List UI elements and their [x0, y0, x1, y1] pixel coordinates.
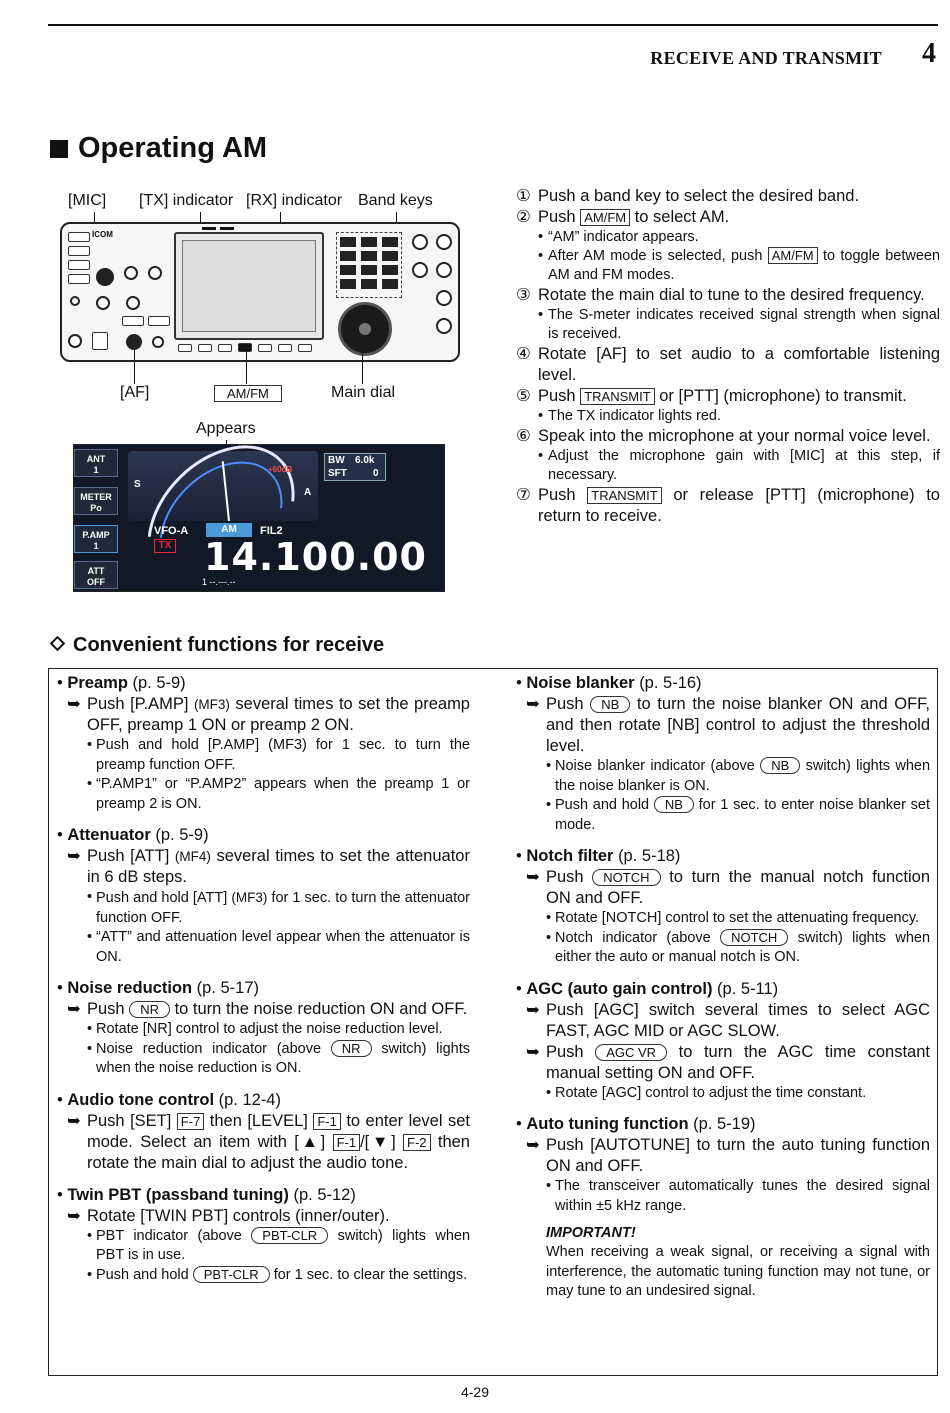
panel-knob [126, 296, 140, 310]
panel-knob [148, 266, 162, 280]
sub-text: “AM” indicator appears. [548, 229, 699, 245]
lcd-bw-label: BW [328, 455, 345, 466]
label-tx-indicator: [TX] indicator [139, 192, 234, 209]
step-text: or [PTT] (microphone) to transmit. [659, 387, 907, 405]
scale-plus60: +60dB [268, 465, 293, 474]
sub-text: The TX indicator lights red. [548, 408, 722, 424]
item-text: several times to set the attenuator in 6 dB steps. [87, 847, 470, 886]
step-number: ⑦ [516, 486, 531, 504]
mf-label: (MF4) [174, 849, 211, 864]
section-title-text: Operating AM [78, 132, 268, 164]
transceiver-front-panel [60, 222, 460, 362]
step-number: ② [516, 208, 531, 226]
item-title: Noise blanker [526, 674, 635, 692]
item-text: several times to set the preamp OFF, preamp 1 ON or preamp 2 ON. [87, 695, 470, 734]
nb-key: NB [654, 796, 694, 813]
sub-text: The S-meter indicates received signal strength when signal is received. [548, 307, 940, 342]
page-ref: (p. 5-12) [293, 1185, 356, 1204]
convenient-heading-text: Convenient functions for receive [73, 634, 385, 656]
callout-amfm [246, 344, 247, 384]
sub-text: Notch indicator (above [555, 929, 711, 946]
item-text: to turn the manual notch function ON and OFF. [546, 868, 930, 907]
item-title: Noise reduction [67, 979, 193, 997]
sub-text: switch) lights when either the auto or manual notch is ON. [555, 929, 931, 965]
item-text: to turn the noise blanker ON and OFF, and then rotate [NB] control to adjust the threshold level. [546, 695, 930, 755]
panel-button [122, 316, 144, 326]
label-amfm-key: AM/FM [214, 385, 282, 402]
twin-pbt-item: • Twin PBT (passband tuning) (p. 5-12) ➥ Rotate [TWIN PBT] controls (inner/outer). • PBT indicator (above PBT-CLR switch) lights when PBT is in use. • Push and hold PBT-CLR for 1 sec. to clear the settings. [57, 1185, 471, 1283]
sub-text: switch) lights when the noise blanker is ON. [555, 758, 931, 794]
item-text: Rotate [TWIN PBT] controls (inner/outer). [87, 1206, 390, 1225]
item-text: Push [87, 1000, 125, 1018]
lcd-filter: FIL2 [260, 525, 283, 537]
item-text: then rotate the main dial to adjust the audio tone. [87, 1132, 470, 1172]
sub-text: switch) lights when the noise reduction is ON. [96, 1040, 471, 1076]
panel-knob [124, 266, 138, 280]
tx-led [202, 227, 216, 230]
step-2 [516, 207, 940, 228]
s-meter [128, 451, 318, 521]
item-text: Push [P.AMP] [87, 695, 189, 713]
panel-button [218, 344, 232, 352]
transceiver-figure [56, 190, 466, 610]
item-title: Preamp [67, 674, 128, 692]
lcd-memo: 1 --.---.-- [202, 577, 236, 587]
scale-a: A [304, 487, 312, 498]
item-title: AGC (auto gain control) [526, 979, 713, 998]
sub-text: for 1 sec. to turn the attenuator function OFF. [96, 890, 470, 926]
sub-text: Rotate [NR] control to adjust the noise reduction level. [96, 1021, 443, 1037]
main-dial [338, 302, 392, 356]
item-text: to turn the AGC time constant manual setting ON and OFF. [546, 1042, 930, 1082]
diamond-icon [50, 636, 66, 652]
arrow-icon: ➥ [67, 1111, 81, 1130]
f2-key: F-2 [403, 1134, 431, 1151]
transmit-key: TRANSMIT [587, 487, 661, 504]
rx-led [220, 227, 234, 230]
lcd-pamp-label: P.AMP [82, 530, 110, 540]
panel-button [198, 344, 212, 352]
nb-key: NB [590, 696, 630, 713]
lcd-tx-indicator: TX [154, 539, 176, 553]
step-5-sub-1: • The TX indicator lights red. [516, 407, 940, 426]
arrow-icon: ➥ [67, 847, 81, 865]
sub-text: Push and hold [555, 797, 650, 813]
step-3-sub-1: • The S-meter indicates received signal strength when signal is received. [538, 307, 940, 342]
label-main-dial: Main dial [331, 384, 396, 401]
lcd-att-label: ATT [87, 566, 105, 576]
panel-knob [96, 296, 110, 310]
chapter-number: 4 [922, 38, 936, 69]
step-7 [516, 485, 940, 527]
lcd-bw-value: 6.0k [355, 455, 375, 466]
sub-text: Push and hold [96, 1266, 189, 1283]
sub-text: “ATT” and attenuation level appear when the attenuator is ON. [96, 929, 470, 965]
sub-text: Push and hold [ATT] [96, 890, 228, 906]
page-ref: (p. 5-18) [618, 847, 681, 865]
arrow-icon: ➥ [526, 1000, 540, 1019]
item-title: Twin PBT (passband tuning) [67, 1185, 289, 1204]
step-text: Push [538, 486, 576, 504]
panel-knob [70, 296, 80, 306]
step-6-sub-1: • Adjust the microphone gain with [MIC] at this step, if necessary. [538, 448, 940, 483]
radio-screen [174, 232, 324, 340]
step-number: ⑥ [516, 427, 531, 445]
sub-text: “P.AMP1” or “P.AMP2” appears when the preamp 1 or preamp 2 is ON. [96, 776, 470, 812]
pbt-clr-key: PBT-CLR [251, 1227, 328, 1244]
chapter-title: RECEIVE AND TRANSMIT [650, 48, 882, 68]
lcd-pamp-value: 1 [93, 541, 99, 551]
item-text: Push [546, 868, 584, 886]
phones-jack [68, 334, 82, 348]
item-text: Push [AGC] switch several times to select AGC FAST, AGC MID or AGC SLOW. [546, 1000, 930, 1040]
convenient-heading [50, 634, 384, 657]
panel-button [258, 344, 272, 352]
mic-knob [96, 268, 114, 286]
scale-s: S [134, 479, 141, 490]
square-bullet-icon [50, 140, 68, 158]
lcd-pamp-box [74, 525, 118, 553]
sub-text: After AM mode is selected, push [548, 248, 763, 264]
item-text: to enter level set mode. Select an item with [▲] [87, 1111, 470, 1151]
panel-knob [436, 262, 452, 278]
autotune-item: • Auto tuning function (p. 5-19) ➥ Push [AUTOTUNE] to turn the auto tuning function ON and OFF. • The transceiver automatically tunes the desired signal within ±5 kHz range. IMPORTANT! When receiving a weak signal, or receiving a signal with interference, the automatic tuning function may not tune, or may tune to an undesired signal. [516, 1114, 930, 1302]
item-text: to turn the noise reduction ON and OFF. [174, 1000, 468, 1018]
item-text: /[▼] [360, 1132, 396, 1151]
page-ref: (p. 5-16) [639, 674, 702, 692]
f1-key: F-1 [333, 1134, 361, 1151]
arrow-icon: ➥ [67, 1206, 81, 1225]
item-title: Notch filter [526, 847, 614, 865]
step-3 [516, 285, 940, 306]
page-ref: (p. 5-17) [196, 979, 260, 997]
nr-key: NR [331, 1040, 372, 1057]
attenuator-item: • Attenuator (p. 5-9) ➥ Push [ATT] (MF4) several times to set the attenuator in 6 dB steps. • Push and hold [ATT] (MF3) for 1 sec. to turn the attenuator function OFF. • “ATT” and attenuation level appear when the attenuator is ON. [57, 825, 470, 967]
panel-button [178, 344, 192, 352]
panel-knob [412, 262, 428, 278]
item-title: Attenuator [67, 826, 151, 844]
step-text: Speak into the microphone at your normal voice level. [538, 427, 931, 445]
step-text: Push [538, 208, 576, 226]
transmit-key: TRANSMIT [580, 388, 654, 405]
noise-blanker-item: • Noise blanker (p. 5-16) ➥ Push NB to turn the noise blanker ON and OFF, and then rotate [NB] control to adjust the threshold level. • Noise blanker indicator (above NB switch) lights when the noise blanker is ON. • Push and hold NB for 1 sec. to enter noise blanker set mode. [516, 674, 931, 833]
nr-key: NR [129, 1001, 170, 1018]
panel-knob [436, 234, 452, 250]
step-text: to select AM. [634, 208, 730, 226]
panel-knob [436, 318, 452, 334]
step-4 [516, 344, 940, 386]
notch-key: NOTCH [720, 929, 788, 946]
lcd-sft-value: 0 [373, 468, 379, 479]
panel-button [68, 274, 90, 284]
callout-af [134, 350, 135, 384]
panel-button [278, 344, 292, 352]
am-fm-key: AM/FM [768, 247, 818, 264]
item-text: Push [546, 1042, 584, 1061]
agc-item: • AGC (auto gain control) (p. 5-11) ➥ Push [AGC] switch several times to select AGC FAST, AGC MID or AGC SLOW. ➥ Push AGC VR to turn the AGC time constant manual setting ON and OFF. • Rotate [AGC] control to adjust the time constant. [516, 979, 930, 1104]
noise-reduction-item: • Noise reduction (p. 5-17) ➥ Push NR to turn the noise reduction ON and OFF. • Rotate [NR] control to adjust the noise reduction level. • Noise reduction indicator (above NR switch) lights when the noise reduction is ON. [57, 979, 471, 1076]
step-1 [516, 186, 940, 207]
label-band-keys: Band keys [358, 192, 433, 209]
important-heading: IMPORTANT! [546, 1225, 636, 1241]
right-column [516, 673, 930, 1313]
item-text: then [LEVEL] [209, 1111, 308, 1130]
f7-key: F-7 [177, 1113, 205, 1130]
audio-tone-item: • Audio tone control (p. 12-4) ➥ Push [SET] F-7 then [LEVEL] F-1 to enter level set mode. Select an item with [▲] F-1 /[▼] F-2 then rotate the main dial to adjust the audio tone. [57, 1090, 470, 1172]
item-text: Push [AUTOTUNE] to turn the auto tuning function ON and OFF. [546, 1136, 930, 1175]
panel-button [68, 246, 90, 256]
pbt-clr-key: PBT-CLR [193, 1266, 270, 1283]
lcd-ant-value: 1 [93, 465, 99, 475]
lcd-vfo: VFO-A [154, 525, 189, 537]
step-6 [516, 426, 940, 447]
panel-knob [412, 234, 428, 250]
lcd-att-value: OFF [87, 577, 105, 587]
label-af: [AF] [120, 384, 150, 401]
sub-text: Rotate [NOTCH] control to set the attenuating frequency. [555, 910, 920, 926]
arrow-icon: ➥ [526, 1136, 540, 1154]
step-text: or release [PTT] (microphone) to return to receive. [538, 486, 940, 525]
lcd-ant-label: ANT [86, 454, 106, 464]
bw-sft-box [324, 453, 386, 481]
lcd-ant-box [74, 449, 118, 477]
arrow-icon: ➥ [526, 695, 540, 713]
arrow-icon: ➥ [526, 1042, 540, 1061]
step-2-sub-2: • After AM mode is selected, push AM/FM to toggle between AM and FM modes. [538, 248, 941, 283]
panel-button [92, 332, 108, 350]
sub-text: Noise blanker indicator (above [555, 758, 755, 774]
nb-key: NB [760, 757, 800, 774]
item-text: Push [ATT] [87, 847, 170, 865]
lcd-meter-box [74, 487, 118, 515]
sub-text: for 1 sec. to clear the settings. [273, 1266, 468, 1283]
convenient-functions-box [48, 668, 938, 1376]
sub-text: to toggle between AM and FM modes. [548, 248, 941, 283]
sub-text: Adjust the microphone gain with [MIC] at this step, if necessary. [548, 448, 940, 483]
step-text: Push a band key to select the desired band. [538, 187, 860, 205]
lcd-display [73, 444, 445, 592]
mf-label: (MF3) [231, 890, 268, 905]
arrow-icon: ➥ [67, 1000, 81, 1018]
section-title [50, 132, 267, 165]
lcd-sft-label: SFT [328, 468, 347, 479]
sub-text: Push and hold [P.AMP] (MF3) for 1 sec. to turn the preamp function OFF. [96, 737, 470, 773]
step-number: ① [516, 187, 531, 205]
arrow-icon: ➥ [526, 868, 540, 886]
panel-knob [436, 290, 452, 306]
radio-logo: ICOM [92, 230, 113, 239]
notch-item: • Notch filter (p. 5-18) ➥ Push NOTCH to turn the manual notch function ON and OFF. • Rotate [NOTCH] control to set the attenuating frequency. • Notch indicator (above NOTCH switch) lights when either the auto or manual notch is ON. [516, 847, 931, 965]
label-appears: Appears [196, 420, 256, 437]
page-ref: (p. 5-19) [693, 1115, 756, 1133]
am-fm-button [238, 343, 252, 352]
panel-knob [152, 336, 164, 348]
arrow-icon: ➥ [67, 695, 81, 713]
callout-main-dial [362, 352, 363, 384]
panel-button [68, 260, 90, 270]
step-number: ③ [516, 286, 531, 304]
item-text: Push [SET] [87, 1111, 172, 1130]
step-number: ⑤ [516, 387, 531, 405]
panel-button [68, 232, 90, 242]
preamp-item: • Preamp (p. 5-9) ➥ Push [P.AMP] (MF3) several times to set the preamp OFF, preamp 1 ON or preamp 2 ON. • Push and hold [P.AMP] (MF3) for 1 sec. to turn the preamp function OFF. • “P.AMP1” or “P.AMP2” appears when the preamp 1 or preamp 2 is ON. [57, 673, 470, 814]
left-column [57, 673, 470, 1296]
item-text: Push [546, 695, 584, 713]
page-ref: (p. 5-11) [717, 979, 779, 998]
sub-text: switch) lights when PBT is in use. [96, 1227, 471, 1263]
sub-text: for 1 sec. to enter noise blanker set mode. [555, 797, 930, 833]
f1-key: F-1 [313, 1113, 341, 1130]
lcd-am-indicator: AM [206, 523, 252, 537]
band-keys [336, 232, 402, 298]
page-number: 4-29 [460, 1384, 490, 1400]
af-knob [126, 334, 142, 350]
page-ref: (p. 12-4) [218, 1090, 281, 1109]
notch-key: NOTCH [592, 869, 660, 886]
am-fm-key: AM/FM [580, 209, 630, 226]
lcd-frequency: 14.100.00 [204, 535, 427, 579]
label-rx-indicator: [RX] indicator [246, 192, 343, 209]
item-title: Auto tuning function [526, 1115, 689, 1133]
step-number: ④ [516, 345, 531, 363]
step-text: Rotate the main dial to tune to the desired frequency. [538, 286, 925, 304]
panel-button [148, 316, 170, 326]
panel-button [298, 344, 312, 352]
mf-label: (MF3) [193, 697, 230, 712]
item-title: Audio tone control [67, 1090, 215, 1109]
page-ref: (p. 5-9) [155, 826, 209, 844]
sub-text: Noise reduction indicator (above [96, 1040, 322, 1057]
sub-text: PBT indicator (above [96, 1227, 242, 1244]
lcd-att-box [74, 561, 118, 589]
steps-list [516, 186, 940, 527]
header-rule [48, 24, 938, 26]
lcd-meter-value: Po [90, 503, 102, 513]
step-text: Push [538, 387, 576, 405]
label-mic: [MIC] [68, 192, 107, 209]
agc-vr-key: AGC VR [595, 1044, 667, 1061]
lcd-meter-label: METER [80, 492, 112, 502]
important-text: When receiving a weak signal, or receiving a signal with interference, the automatic tuning function may not tune, or may tune to an undesired signal. [546, 1244, 930, 1299]
step-text: Rotate [AF] to set audio to a comfortable listening level. [538, 345, 940, 384]
step-5 [516, 386, 940, 407]
step-2-sub-1: • “AM” indicator appears. [516, 228, 940, 247]
page-ref: (p. 5-9) [132, 674, 186, 692]
sub-text: The transceiver automatically tunes the desired signal within ±5 kHz range. [555, 1178, 930, 1214]
sub-text: Rotate [AGC] control to adjust the time constant. [555, 1084, 867, 1101]
